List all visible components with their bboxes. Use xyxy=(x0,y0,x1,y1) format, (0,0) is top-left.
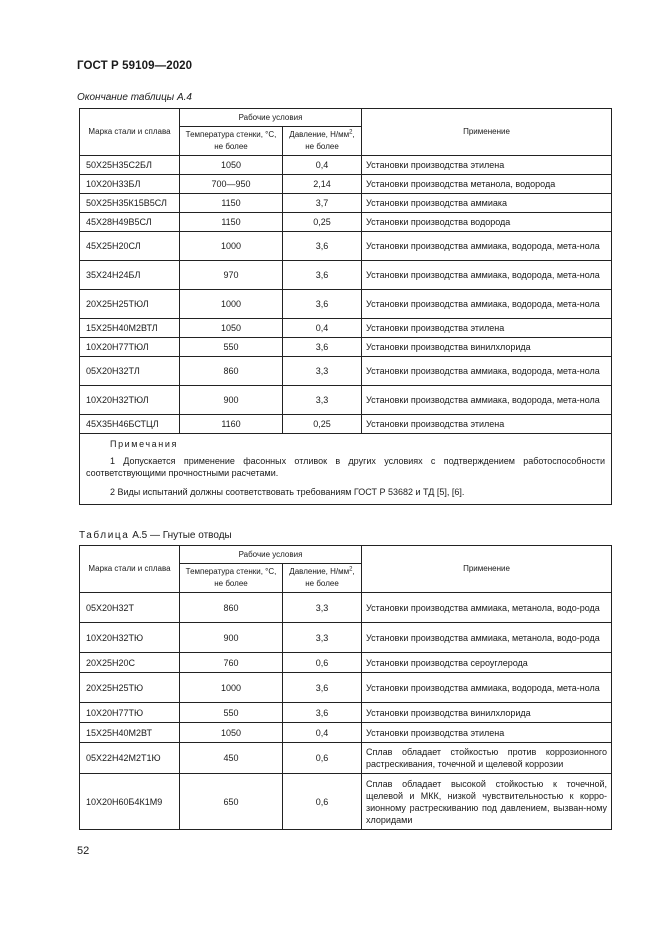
application-cell: Установки производства этилена xyxy=(362,156,612,175)
table-a4 xyxy=(79,108,612,505)
header-pressure xyxy=(283,127,362,156)
pressure-cell: 3,3 xyxy=(283,623,362,653)
steel-grade-cell: 35Х24Н24БЛ xyxy=(80,261,180,290)
pressure-cell: 3,6 xyxy=(283,232,362,261)
table-row xyxy=(80,623,612,653)
pressure-cell: 0,25 xyxy=(283,415,362,434)
pressure-cell: 3,7 xyxy=(283,194,362,213)
pressure-cell: 0,6 xyxy=(283,743,362,774)
steel-grade-cell: 05Х22Н42М2Т1Ю xyxy=(80,743,180,774)
header-working-conditions: Рабочие условия xyxy=(180,109,362,127)
table-row xyxy=(80,175,612,194)
steel-grade-cell: 15Х25Н40М2ВТЛ xyxy=(80,319,180,338)
steel-grade-cell: 10Х20Н77ТЮ xyxy=(80,703,180,723)
steel-grade-cell: 05Х20Н32Т xyxy=(80,593,180,623)
table-row xyxy=(80,723,612,743)
table-row xyxy=(80,593,612,623)
temperature-cell: 900 xyxy=(180,386,283,415)
pressure-cell: 0,6 xyxy=(283,774,362,830)
table-row xyxy=(80,232,612,261)
temperature-cell: 700—950 xyxy=(180,175,283,194)
application-cell: Установки производства винилхлорида xyxy=(362,703,612,723)
application-cell: Установки производства этилена xyxy=(362,415,612,434)
header-pressure-prefix: Давление, Н/мм xyxy=(289,567,350,576)
temperature-cell: 1000 xyxy=(180,290,283,319)
table-row xyxy=(80,261,612,290)
steel-grade-cell: 45Х28Н49В5СЛ xyxy=(80,213,180,232)
temperature-cell: 650 xyxy=(180,774,283,830)
table-row xyxy=(80,156,612,175)
application-cell: Установки производства этилена xyxy=(362,723,612,743)
steel-grade-cell: 20Х25Н25ТЮЛ xyxy=(80,290,180,319)
table-a5 xyxy=(79,545,612,830)
pressure-cell: 0,4 xyxy=(283,319,362,338)
table-a5-caption xyxy=(79,530,232,541)
steel-grade-cell: 10Х20Н32ТЮЛ xyxy=(80,386,180,415)
table-row xyxy=(80,673,612,703)
application-cell: Установки производства водорода xyxy=(362,213,612,232)
application-cell: Сплав обладает высокой стойкостью к точечной, щелевой и МКК, низкой чувствительностью к корро-зионному растрескиванию под давлением, вызван-ному хлоридами xyxy=(362,774,612,830)
notes-row xyxy=(80,434,612,505)
application-cell: Установки производства аммиака, водорода, мета-нола xyxy=(362,261,612,290)
pressure-cell: 3,6 xyxy=(283,261,362,290)
steel-grade-cell: 05Х20Н32ТЛ xyxy=(80,357,180,386)
steel-grade-cell: 50Х25Н35К15В5СЛ xyxy=(80,194,180,213)
header-pressure xyxy=(283,564,362,593)
application-cell: Установки производства аммиака, метанола, водо-рода xyxy=(362,593,612,623)
steel-grade-cell: 10Х20Н32ТЮ xyxy=(80,623,180,653)
header-application: Применение xyxy=(362,109,612,156)
pressure-cell: 3,6 xyxy=(283,290,362,319)
temperature-cell: 860 xyxy=(180,593,283,623)
pressure-cell: 3,6 xyxy=(283,673,362,703)
table-row xyxy=(80,415,612,434)
table-a4-caption: Окончание таблицы А.4 xyxy=(77,92,192,103)
header-steel-grade: Марка стали и сплава xyxy=(80,109,180,156)
notes-block xyxy=(80,434,612,505)
note-item: 1 Допускается применение фасонных отливок в других условиях с подтверждением работоспособности соответствующими прочностными расчетами. xyxy=(86,456,606,478)
steel-grade-cell: 45Х35Н46БСТЦЛ xyxy=(80,415,180,434)
application-cell: Установки производства аммиака, водорода, мета-нола xyxy=(362,357,612,386)
temperature-cell: 760 xyxy=(180,653,283,673)
steel-grade-cell: 20Х25Н25ТЮ xyxy=(80,673,180,703)
pressure-cell: 3,3 xyxy=(283,593,362,623)
temperature-cell: 550 xyxy=(180,338,283,357)
header-pressure-exponent: 2 xyxy=(349,129,353,136)
table-row xyxy=(80,357,612,386)
table-a5-caption-text: А.5 — Гнутые отводы xyxy=(129,530,232,541)
page-number: 52 xyxy=(77,845,90,857)
temperature-cell: 1050 xyxy=(180,156,283,175)
pressure-cell: 3,6 xyxy=(283,338,362,357)
header-pressure-suffix: , не более xyxy=(305,130,355,151)
pressure-cell: 0,25 xyxy=(283,213,362,232)
application-cell: Установки производства аммиака, водорода, мета-нола xyxy=(362,386,612,415)
table-row xyxy=(80,743,612,774)
pressure-cell: 3,3 xyxy=(283,386,362,415)
table-row xyxy=(80,386,612,415)
table-row xyxy=(80,213,612,232)
pressure-cell: 3,6 xyxy=(283,703,362,723)
note-item: 2 Виды испытаний должны соответствовать требованиям ГОСТ Р 53682 и ТД [5], [6]. xyxy=(110,487,465,497)
pressure-cell: 3,3 xyxy=(283,357,362,386)
header-pressure-exponent: 2 xyxy=(349,566,353,573)
application-cell: Установки производства аммиака, водорода, мета-нола xyxy=(362,673,612,703)
header-working-conditions: Рабочие условия xyxy=(180,546,362,564)
table-a5-caption-label: Таблица xyxy=(79,530,130,541)
application-cell: Сплав обладает стойкостью против коррозионного растрескивания, точечной и щелевой коррозии xyxy=(362,743,612,774)
header-wall-temperature: Температура стенки, °С, не более xyxy=(180,564,283,593)
temperature-cell: 1150 xyxy=(180,194,283,213)
pressure-cell: 0,4 xyxy=(283,723,362,743)
header-steel-grade: Марка стали и сплава xyxy=(80,546,180,593)
application-cell: Установки производства аммиака xyxy=(362,194,612,213)
temperature-cell: 900 xyxy=(180,623,283,653)
pressure-cell: 0,4 xyxy=(283,156,362,175)
application-cell: Установки производства аммиака, водорода, мета-нола xyxy=(362,290,612,319)
temperature-cell: 1160 xyxy=(180,415,283,434)
steel-grade-cell: 10Х20Н60Б4К1М9 xyxy=(80,774,180,830)
application-cell: Установки производства метанола, водорода xyxy=(362,175,612,194)
table-row xyxy=(80,774,612,830)
table-row xyxy=(80,290,612,319)
temperature-cell: 970 xyxy=(180,261,283,290)
pressure-cell: 2,14 xyxy=(283,175,362,194)
steel-grade-cell: 20Х25Н20С xyxy=(80,653,180,673)
table-row xyxy=(80,319,612,338)
document-title: ГОСТ Р 59109—2020 xyxy=(77,60,193,72)
steel-grade-cell: 50Х25Н35С2БЛ xyxy=(80,156,180,175)
application-cell: Установки производства аммиака, метанола, водо-рода xyxy=(362,623,612,653)
temperature-cell: 450 xyxy=(180,743,283,774)
notes-title: Примечания xyxy=(110,439,178,449)
header-application: Применение xyxy=(362,546,612,593)
temperature-cell: 860 xyxy=(180,357,283,386)
temperature-cell: 1050 xyxy=(180,319,283,338)
steel-grade-cell: 15Х25Н40М2ВТ xyxy=(80,723,180,743)
steel-grade-cell: 10Х20Н77ТЮЛ xyxy=(80,338,180,357)
application-cell: Установки производства аммиака, водорода, мета-нола xyxy=(362,232,612,261)
application-cell: Установки производства винилхлорида xyxy=(362,338,612,357)
table-row xyxy=(80,338,612,357)
header-pressure-prefix: Давление, Н/мм xyxy=(289,130,350,139)
temperature-cell: 1000 xyxy=(180,232,283,261)
header-wall-temperature: Температура стенки, °С, не более xyxy=(180,127,283,156)
application-cell: Установки производства сероуглерода xyxy=(362,653,612,673)
temperature-cell: 550 xyxy=(180,703,283,723)
steel-grade-cell: 45Х25Н20СЛ xyxy=(80,232,180,261)
temperature-cell: 1050 xyxy=(180,723,283,743)
table-row xyxy=(80,194,612,213)
steel-grade-cell: 10Х20Н33БЛ xyxy=(80,175,180,194)
table-row xyxy=(80,703,612,723)
pressure-cell: 0,6 xyxy=(283,653,362,673)
temperature-cell: 1150 xyxy=(180,213,283,232)
table-row xyxy=(80,653,612,673)
header-pressure-suffix: , не более xyxy=(305,567,355,588)
application-cell: Установки производства этилена xyxy=(362,319,612,338)
temperature-cell: 1000 xyxy=(180,673,283,703)
